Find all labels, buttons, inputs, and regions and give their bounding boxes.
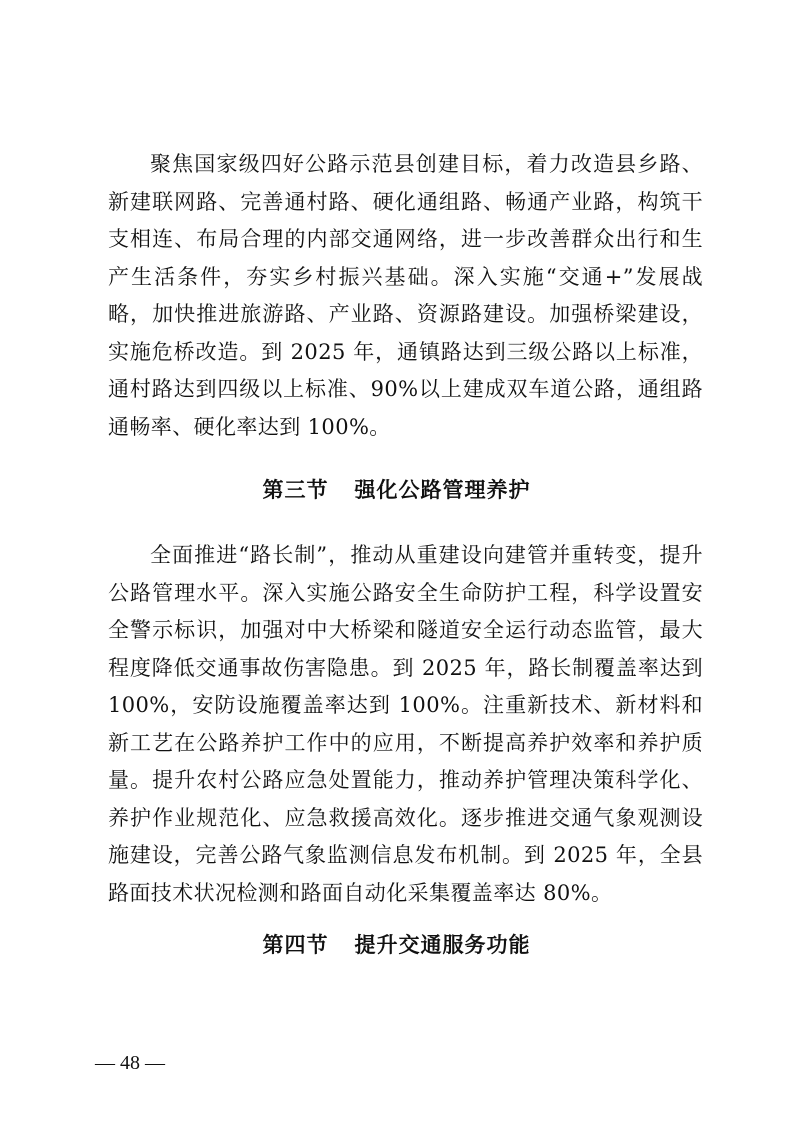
page-number: — 48 — [95,1052,165,1074]
section-heading [0,474,793,504]
section-heading [0,929,793,959]
section-title: 强化公路管理养护 [354,478,531,502]
section-title: 提升交通服务功能 [354,933,531,957]
section-number: 第四节 [262,933,329,957]
body-paragraph: 聚焦国家级四好公路示范县创建目标，着力改造县乡路、新建联网路、完善通村路、硬化通组路、畅通产业路，构筑干支相连、布局合理的内部交通网络，进一步改善群众出行和生产生活条件，夯实乡村振兴基础。深入实施“交通+”发展战略，加快推进旅游路、产业路、资源路建设。加强桥梁建设，实施危桥改造。到 2025 年，通镇路达到三级公路以上标准，通村路达到四级以上标准、90%以上建成双车道公路，通组路通畅率、硬化率达到 100%。 [108,152,703,439]
body-paragraph: 全面推进“路长制”，推动从重建设向建管并重转变，提升公路管理水平。深入实施公路安全生命防护工程，科学设置安全警示标识，加强对中大桥梁和隧道安全运行动态监管，最大程度降低交通事故伤害隐患。到 2025 年，路长制覆盖率达到 100%，安防设施覆盖率达到 100%。注重新技术、新材料和新工艺在公路养护工作中的应用，不断提高养护效率和养护质量。提升农村公路应急处置能力，推动养护管理决策科学化、养护作业规范化、应急救援高效化。逐步推进交通气象观测设施建设，完善公路气象监测信息发布机制。到 2025 年，全县路面技术状况检测和路面自动化采集覆盖率达 80%。 [108,543,703,905]
section-number: 第三节 [262,478,329,502]
